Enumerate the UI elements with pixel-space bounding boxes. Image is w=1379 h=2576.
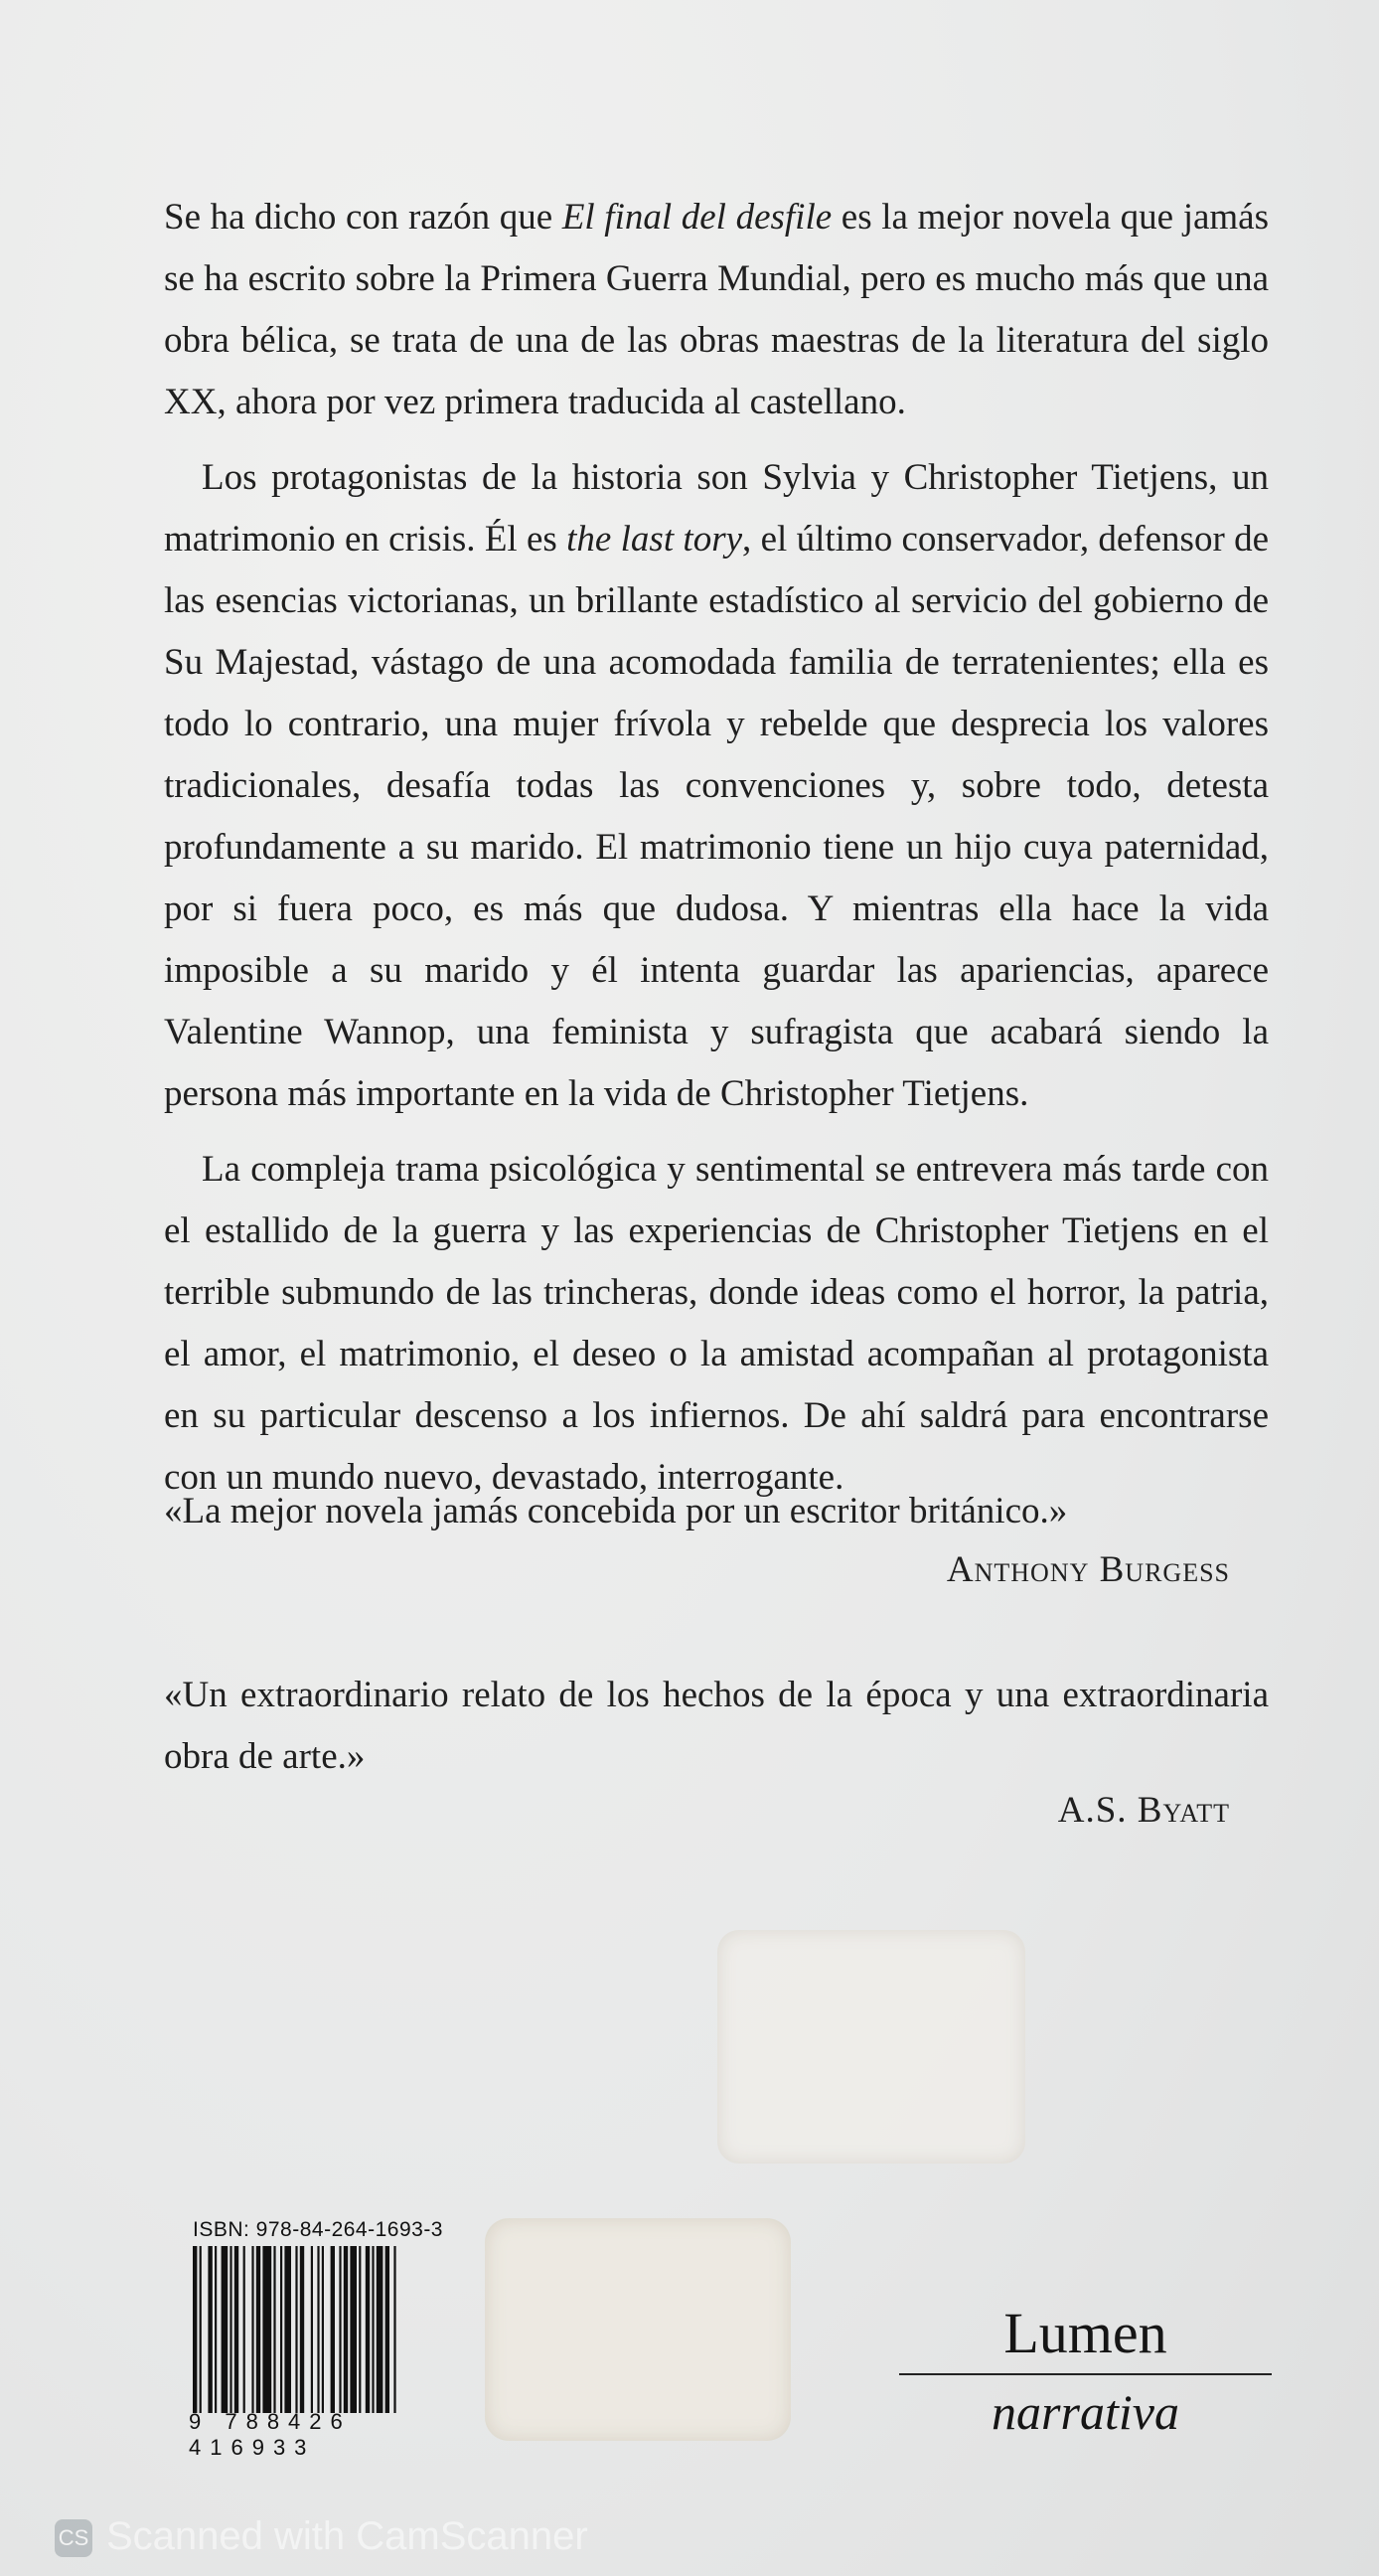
isbn-barcode xyxy=(189,2218,452,2460)
barcode-bar xyxy=(234,2246,238,2413)
quote-author-2: A.S. Byatt xyxy=(1057,1790,1230,1831)
barcode-bar xyxy=(393,2246,395,2413)
barcode-bar xyxy=(322,2246,324,2413)
barcode-bar xyxy=(311,2246,313,2413)
watermark-text: Scanned with CamScanner xyxy=(106,2514,588,2558)
camscanner-logo-icon: CS xyxy=(55,2519,92,2557)
publisher-divider xyxy=(899,2373,1272,2375)
barcode-bar xyxy=(295,2246,297,2413)
barcode-bar xyxy=(200,2246,202,2413)
barcode-bar xyxy=(344,2246,348,2413)
barcode-bar xyxy=(273,2246,275,2413)
barcode-bar xyxy=(339,2246,341,2413)
barcode-bar xyxy=(251,2246,253,2413)
barcode-bar xyxy=(256,2246,260,2413)
synopsis-text: , el último conservador, defensor de las esencias victorianas, un brillante estadístico al servicio del gobierno de Su Majestad, vástago de una acomodada familia de terratenientes; ella es todo lo contrario, una mujer frívola y rebelde que desprecia los valores tradicionales, desafía todas las convenciones y, sobre todo, detesta profundamente a su marido. El matrimonio tiene un hijo cuya paternidad, por si fuera poco, es más que dudosa. Y mientras ella hace la vida imposible a su marido y él intenta guardar las apariencias, aparece Valentine Wannop, una feminista y sufragista que acabará siendo la persona más importante en la vida de Christopher Tietjens. xyxy=(164,519,1269,1114)
barcode-bar xyxy=(230,2246,231,2413)
scanner-watermark xyxy=(55,2514,588,2559)
barcode-bar xyxy=(359,2246,361,2413)
synopsis-text: es la mejor novela que jamás se ha escrito sobre la Primera Guerra Mundial, pero es mucho más que una obra bélica, se trata de una de las obras maestras de la literatura del siglo XX, ahora por vez primera traducida al castellano. xyxy=(164,197,1269,422)
italic-phrase: the last tory xyxy=(566,519,743,560)
barcode-bar xyxy=(385,2246,389,2413)
barcode-bar xyxy=(262,2246,271,2413)
barcode-bar xyxy=(377,2246,383,2413)
barcode-bar xyxy=(222,2246,229,2413)
sticker-residue xyxy=(717,1930,1025,2164)
barcode-bars xyxy=(193,2246,447,2413)
barcode-bar xyxy=(284,2246,291,2413)
barcode-bar xyxy=(208,2246,212,2413)
book-title: El final del desfile xyxy=(561,197,833,238)
barcode-bar xyxy=(215,2246,217,2413)
barcode-bar xyxy=(300,2246,304,2413)
isbn-label: ISBN: 978-84-264-1693-3 xyxy=(193,2218,443,2241)
barcode-digits: 9 788426 416933 xyxy=(189,2409,352,2460)
barcode-bar xyxy=(331,2246,335,2413)
publisher-name: Lumen xyxy=(1003,2301,1167,2365)
synopsis-text: Se ha dicho con razón que xyxy=(164,197,562,238)
synopsis-paragraph-2 xyxy=(164,447,1269,1125)
synopsis-paragraph-1 xyxy=(164,187,1269,433)
synopsis xyxy=(164,187,1269,1509)
review-quote-1: «La mejor novela jamás concebida por un escritor británico.» xyxy=(164,1491,1068,1531)
barcode-bar xyxy=(243,2246,245,2413)
barcode-bar xyxy=(317,2246,319,2413)
publisher-logo xyxy=(899,2302,1272,2441)
barcode-bar xyxy=(193,2246,197,2413)
review-quote-2: «Un extraordinario relato de los hechos de la época y una extraordinaria obra de arte.» xyxy=(164,1675,1269,1777)
synopsis-text: Los protagonistas de la historia son Sylvia y Christopher Tietjens, un matrimonio en crisis. Él es xyxy=(164,457,1269,560)
synopsis-paragraph-3: La compleja trama psicológica y sentimental se entrevera más tarde con el estallido de la guerra y las experiencias de Christopher Tietjens en el terrible submundo de las trincheras, donde ideas como el horror, la patria, el amor, el matrimonio, el deseo o la amistad acompañan al protagonista en su particular descenso a los infiernos. De ahí saldrá para encontrarse con un mundo nuevo, devastado, interrogante. xyxy=(164,1149,1269,1498)
barcode-bar xyxy=(366,2246,370,2413)
barcode-bar xyxy=(350,2246,357,2413)
sticker-residue xyxy=(485,2218,791,2441)
collection-name: narrativa xyxy=(992,2384,1179,2440)
barcode-bar xyxy=(280,2246,282,2413)
barcode-bar xyxy=(372,2246,374,2413)
quote-author-1: Anthony Burgess xyxy=(946,1549,1230,1590)
